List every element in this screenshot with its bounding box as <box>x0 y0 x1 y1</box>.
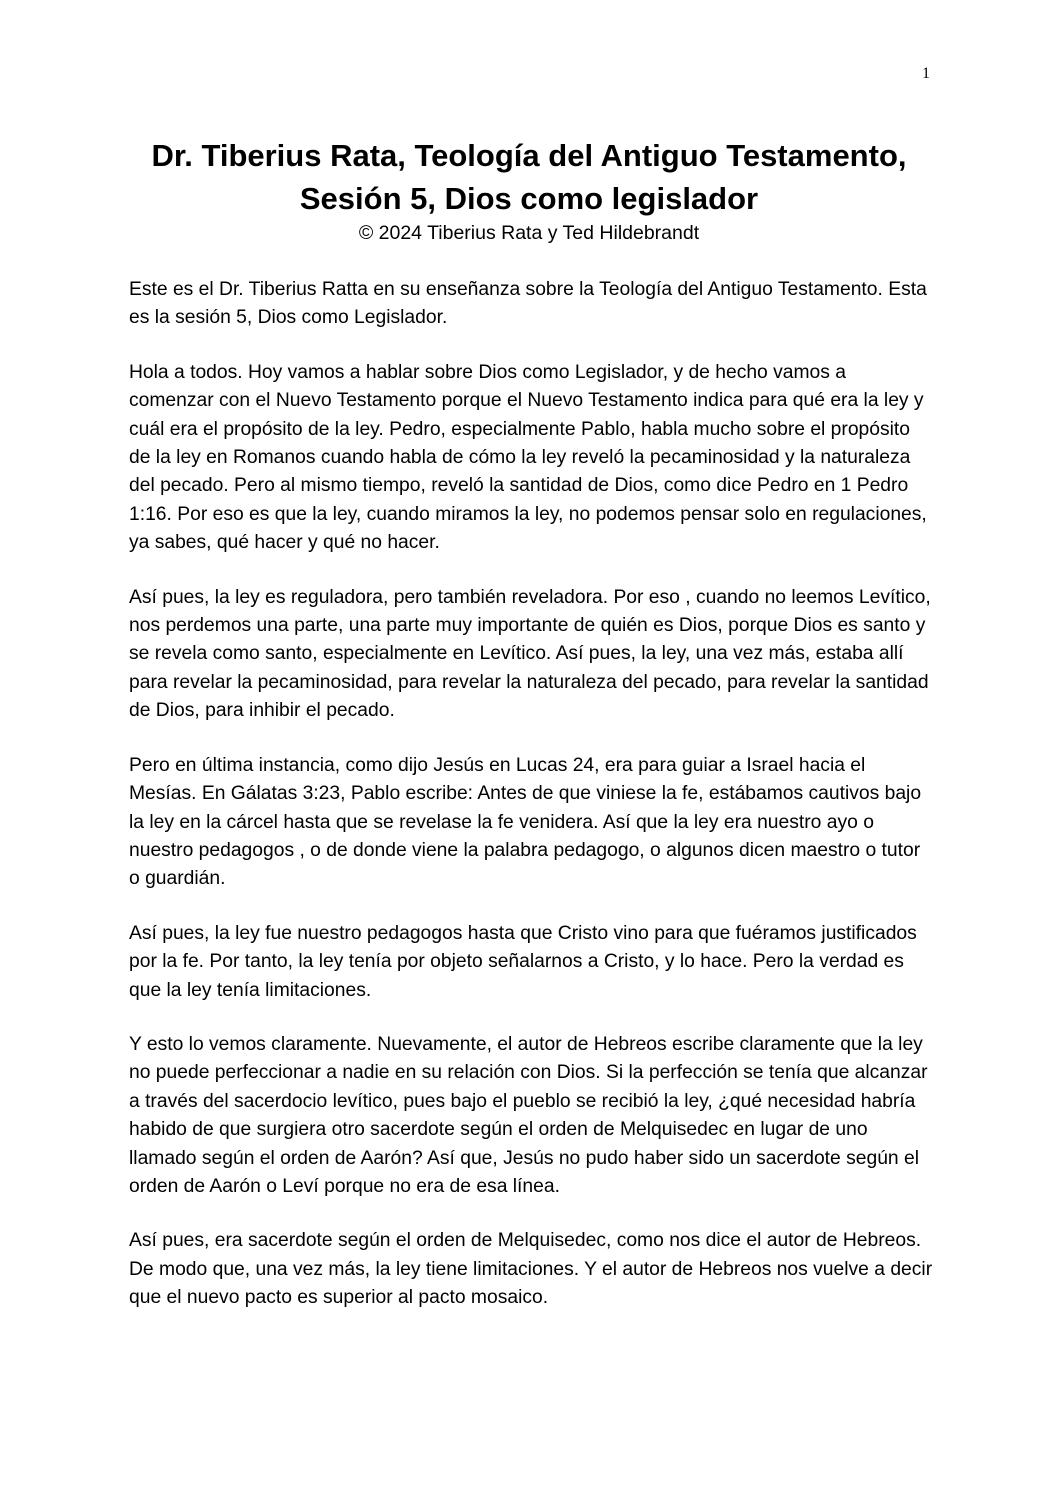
document-title <box>100 134 958 220</box>
title-line-2: Sesión 5, Dios como legislador <box>299 181 759 216</box>
copyright-notice: © 2024 Tiberius Rata y Ted Hildebrandt <box>358 222 700 244</box>
paragraph: Así pues, era sacerdote según el orden de Melquisedec, como nos dice el autor de Hebreos. De modo que, una vez más, la ley tiene limitaciones. Y el autor de Hebreos nos vuelve a decir que el nuevo pacto es superior al pacto mosaico. <box>129 1230 933 1309</box>
document-body <box>129 276 933 1339</box>
paragraph: Así pues, la ley es reguladora, pero también reveladora. Por eso , cuando no leemos Levítico, nos perdemos una parte, una parte muy importante de quién es Dios, porque Dios es santo y se revela como santo, especialmente en Levítico. Así pues, la ley, una vez más, estaba allí para revelar la pecaminosidad, para revelar la naturaleza del pecado, para revelar la santidad de Dios, para inhibir el pecado. <box>129 586 931 722</box>
title-line-1: Dr. Tiberius Rata, Teología del Antiguo Testamento, <box>151 138 907 173</box>
page-number: 1 <box>922 65 930 82</box>
paragraph: Pero en última instancia, como dijo Jesús en Lucas 24, era para guiar a Israel hacia el Mesías. En Gálatas 3:23, Pablo escribe: Antes de que viniese la fe, estábamos cautivos bajo la ley en la cárcel hasta que se revelase la fe venidera. Así que la ley era nuestro ayo o nuestro pedagogos , o de donde viene la palabra pedagogo, o algunos dicen maestro o tutor o guardián. <box>129 754 922 890</box>
document-header <box>100 134 958 246</box>
paragraph: Y esto lo vemos claramente. Nuevamente, el autor de Hebreos escribe claramente que la ley no puede perfeccionar a nadie en su relación con Dios. Si la perfección se tenía que alcanzar a través del sacerdocio levítico, pues bajo el pueblo se recibió la ley, ¿qué necesidad habría habido de que surgiera otro sacerdote según el orden de Melquisedec en lugar de uno llamado según el orden de Aarón? Así que, Jesús no pudo haber sido un sacerdote según el orden de Aarón o Leví porque no era de esa línea. <box>129 1033 928 1197</box>
paragraph: Así pues, la ley fue nuestro pedagogos hasta que Cristo vino para que fuéramos justificados por la fe. Por tanto, la ley tenía por objeto señalarnos a Cristo, y lo hace. Pero la verdad es que la ley tenía limitaciones. <box>129 922 917 1001</box>
paragraph: Este es el Dr. Tiberius Ratta en su enseñanza sobre la Teología del Antiguo Testamento. Esta es la sesión 5, Dios como Legislador. <box>129 279 927 329</box>
paragraph: Hola a todos. Hoy vamos a hablar sobre Dios como Legislador, y de hecho vamos a comenzar con el Nuevo Testamento porque el Nuevo Testamento indica para qué era la ley y cuál era el propósito de la ley. Pedro, especialmente Pablo, habla mucho sobre el propósito de la ley en Romanos cuando habla de cómo la ley reveló la pecaminosidad y la naturaleza del pecado. Pero al mismo tiempo, reveló la santidad de Dios, como dice Pedro en 1 Pedro 1:16. Por eso es que la ley, cuando miramos la ley, no podemos pensar solo en regulaciones, ya sabes, qué hacer y qué no hacer. <box>129 361 927 554</box>
